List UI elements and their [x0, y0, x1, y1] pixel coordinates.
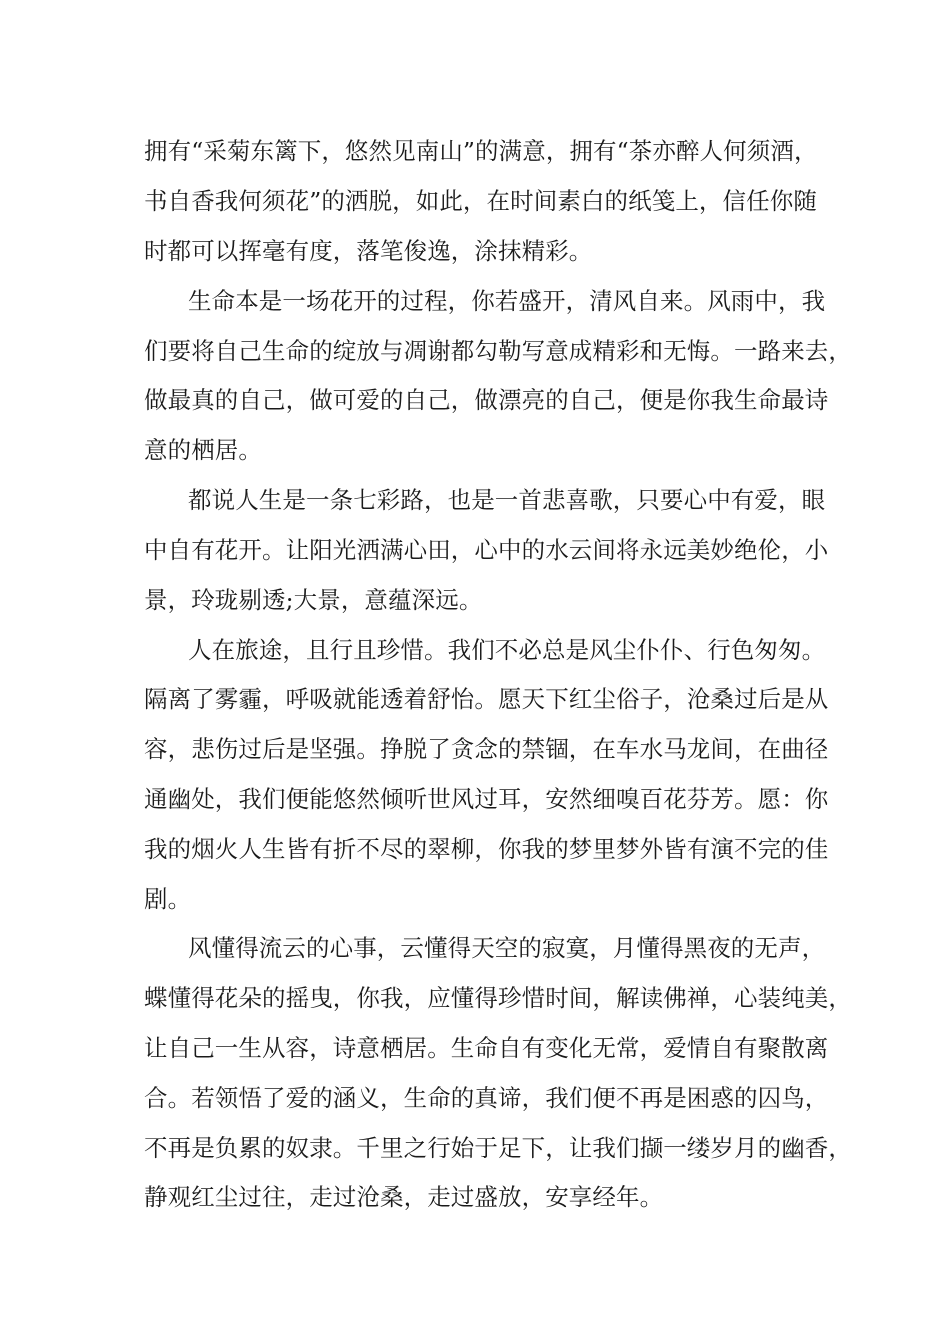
text-line: 意的栖居。 [144, 436, 262, 464]
text-line: 容，悲伤过后是坚强。挣脱了贪念的禁锢，在车水马龙间，在曲径 [144, 735, 829, 763]
text-line: 景，玲珑剔透;大景，意蕴深远。 [144, 586, 483, 614]
text-line: 做最真的自己，做可爱的自己，做漂亮的自己，便是你我生命最诗 [144, 386, 829, 414]
paragraph-first-line: 风懂得流云的心事，云懂得天空的寂寞，月懂得黑夜的无声， [188, 934, 826, 962]
text-line: 隔离了雾霾，呼吸就能透着舒怡。愿天下红尘俗子，沧桑过后是从 [144, 685, 829, 713]
text-line: 剧。 [144, 885, 192, 913]
text-line: 合。若领悟了爱的涵义，生命的真谛，我们便不再是困惑的囚鸟， [144, 1084, 829, 1112]
text-line: 我的烟火人生皆有折不尽的翠柳，你我的梦里梦外皆有演不完的佳 [144, 835, 829, 863]
text-line: 们要将自己生命的绽放与凋谢都勾勒写意成精彩和无悔。一路来去， [144, 337, 852, 365]
text-line: 时都可以挥毫有度，落笔俊逸，涂抹精彩。 [144, 237, 593, 265]
text-line: 书自香我何须花”的洒脱，如此，在时间素白的纸笺上，信任你随 [144, 187, 817, 215]
text-line: 不再是负累的奴隶。千里之行始于足下，让我们撷一缕岁月的幽香， [144, 1134, 852, 1162]
text-line: 中自有花开。让阳光洒满心田，心中的水云间将永远美妙绝伦，小 [144, 536, 829, 564]
paragraph-first-line: 生命本是一场花开的过程，你若盛开，清风自来。风雨中，我 [188, 287, 826, 315]
text-line: 静观红尘过往，走过沧桑，走过盛放，安享经年。 [144, 1183, 664, 1211]
text-line: 拥有“采菊东篱下，悠然见南山”的满意，拥有“茶亦醉人何须酒， [144, 137, 818, 165]
text-line: 蝶懂得花朵的摇曳，你我，应懂得珍惜时间，解读佛禅，心装纯美， [144, 984, 852, 1012]
text-line: 通幽处，我们便能悠然倾听世风过耳，安然细嗅百花芬芳。愿：你 [144, 785, 829, 813]
paragraph-first-line: 都说人生是一条七彩路，也是一首悲喜歌，只要心中有爱，眼 [188, 486, 826, 514]
text-line: 让自己一生从容，诗意栖居。生命自有变化无常，爱情自有聚散离 [144, 1034, 829, 1062]
paragraph-first-line: 人在旅途，且行且珍惜。我们不必总是风尘仆仆、行色匆匆。 [188, 636, 826, 664]
